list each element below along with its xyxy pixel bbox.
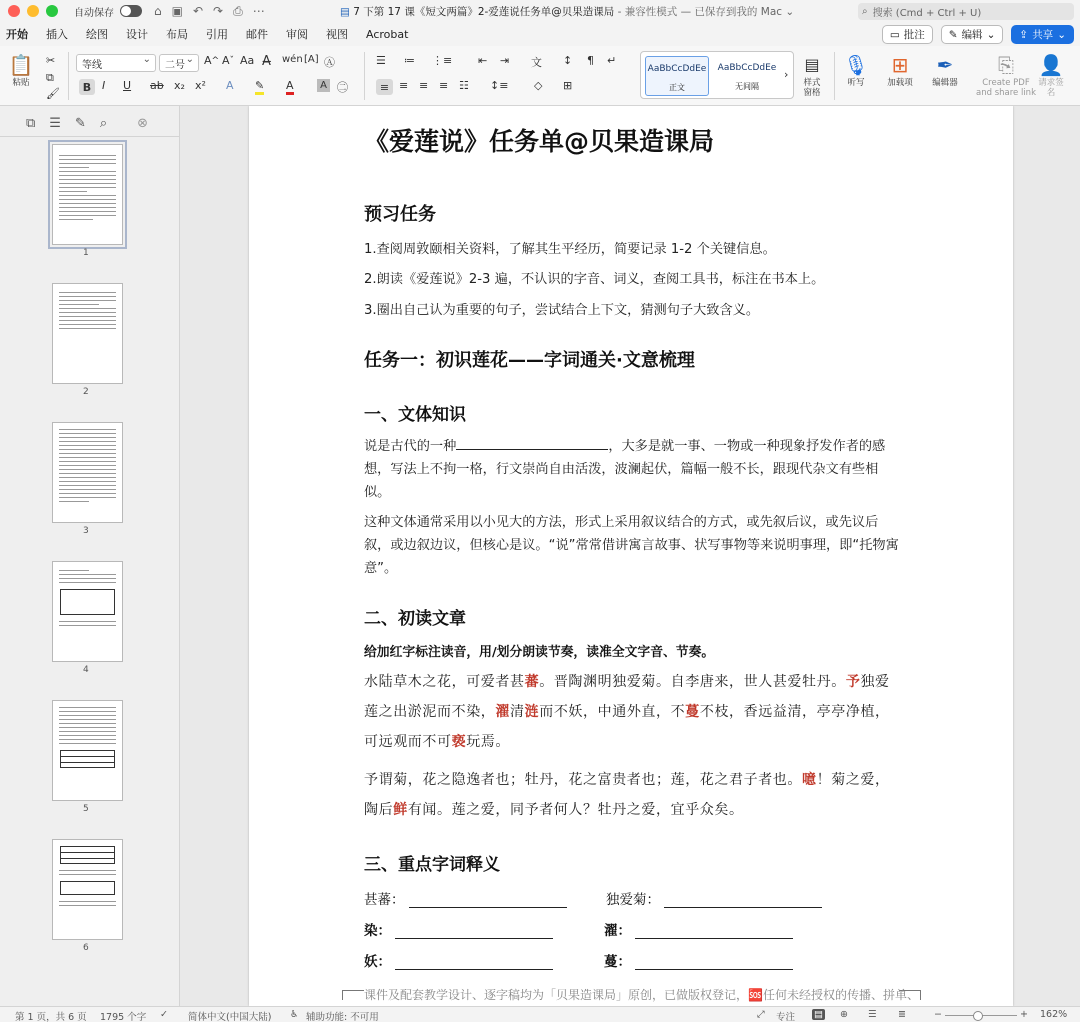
phonetic-guide-icon[interactable]: wén bbox=[282, 54, 303, 65]
vocab-item bbox=[604, 919, 793, 939]
paragraph-spacing-icon[interactable]: ↕≡ bbox=[490, 79, 509, 92]
signature-icon: 👤 bbox=[1038, 53, 1064, 77]
page-corner-mark bbox=[342, 990, 364, 1000]
font-size-select[interactable] bbox=[159, 54, 199, 72]
align-left-button[interactable]: ≡ bbox=[376, 79, 393, 95]
print-icon[interactable]: ⎙ bbox=[233, 3, 243, 18]
document-name: 7 下第 17 课《短文两篇》2-爱莲说任务单@贝果造课局 bbox=[353, 6, 615, 18]
preview-item: 2.朗读《爱莲说》2-3 遍，不认识的字音、词义，查阅工具书，标注在书本上。 bbox=[364, 272, 825, 287]
highlight-icon[interactable]: ✎ bbox=[255, 79, 264, 95]
addins-label: 加载项 bbox=[887, 78, 913, 88]
ribbon-tabs bbox=[0, 22, 1080, 46]
font-name-select[interactable] bbox=[76, 54, 156, 72]
print-layout-icon[interactable]: ▤ bbox=[814, 1009, 823, 1020]
page-thumbnail[interactable] bbox=[52, 422, 123, 523]
editor-label: 编辑器 bbox=[932, 78, 958, 88]
page-number: 4 bbox=[83, 665, 89, 675]
autosave-label: 自动保存 bbox=[74, 7, 114, 19]
classical-text-run: 清 bbox=[510, 704, 525, 720]
italic-button[interactable]: I bbox=[102, 79, 106, 92]
classical-text-run: 水陆草木之花，可爱者甚 bbox=[364, 674, 525, 690]
accessibility-icon: ♿ bbox=[290, 1009, 299, 1020]
annotated-red-character: 鲜 bbox=[393, 802, 408, 818]
tab-mailings[interactable]: 邮件 bbox=[246, 28, 268, 41]
classical-text-run: 玩焉。 bbox=[466, 734, 511, 750]
title-bar bbox=[0, 0, 1080, 22]
minimize-window-button[interactable] bbox=[27, 5, 39, 17]
copyright-footer: 课件及配套教学设计、逐字稿均为「贝果造课局」原创，已做版权登记，🆘任何未经授权的传播、拼单、 bbox=[364, 988, 919, 1002]
cut-icon[interactable]: ✂ bbox=[46, 54, 56, 67]
tab-view[interactable]: 视图 bbox=[326, 28, 348, 41]
line-spacing-icon[interactable]: ↵ bbox=[607, 54, 617, 67]
chevron-down-icon: ⌄ bbox=[1057, 28, 1066, 41]
search-icon: ⌕ bbox=[862, 6, 868, 17]
answer-line[interactable] bbox=[409, 894, 567, 908]
autosave-toggle[interactable] bbox=[120, 5, 142, 17]
clipboard-icon: 📋 bbox=[8, 53, 34, 77]
page-number: 3 bbox=[83, 526, 89, 536]
style-sample: AaBbCcDdEe bbox=[717, 63, 777, 73]
styles-pane-button[interactable] bbox=[790, 52, 834, 98]
fill-blank-line[interactable] bbox=[456, 436, 608, 450]
addins-button[interactable] bbox=[878, 52, 922, 88]
vocab-label: 染： bbox=[364, 923, 391, 939]
window-controls bbox=[8, 5, 58, 17]
enclosed-char-icon[interactable]: ㊁ bbox=[337, 81, 348, 94]
style-normal[interactable] bbox=[645, 56, 709, 96]
document-title-heading: 《爱莲说》任务单@贝果造课局 bbox=[364, 127, 715, 156]
vocab-item bbox=[604, 950, 793, 970]
dictate-button[interactable] bbox=[834, 52, 878, 88]
align-right-button[interactable]: ≡ bbox=[419, 79, 429, 92]
classical-text-run: 而不妖，中通外直，不 bbox=[539, 704, 686, 720]
vocab-label: 甚蕃： bbox=[364, 892, 405, 908]
tab-references[interactable]: 引用 bbox=[206, 28, 228, 41]
thumbnails-icon[interactable]: ⧉ bbox=[26, 115, 36, 131]
underline-button[interactable]: U bbox=[123, 79, 132, 92]
vocab-label: 独爱菊： bbox=[606, 892, 660, 908]
bookmark-icon[interactable]: ✎ bbox=[74, 115, 86, 131]
style-name: 无间隔 bbox=[735, 82, 759, 91]
strikethrough-button[interactable]: ab bbox=[150, 79, 164, 92]
chinese-layout-icon[interactable]: 文 bbox=[531, 56, 542, 69]
copy-icon[interactable]: ⧉ bbox=[46, 71, 54, 84]
show-marks-icon[interactable]: ¶ bbox=[587, 54, 594, 67]
comment-icon: ▭ bbox=[889, 28, 900, 41]
bullets-icon[interactable]: ☰ bbox=[376, 54, 386, 67]
justify-button[interactable]: ≡ bbox=[439, 79, 449, 92]
annotated-red-character: 蕃 bbox=[524, 674, 540, 690]
classical-text-paragraph-2 bbox=[364, 765, 904, 825]
zoom-out-icon[interactable]: − bbox=[934, 1009, 942, 1020]
shading-icon[interactable]: ◇ bbox=[534, 79, 543, 92]
tab-insert[interactable]: 插入 bbox=[46, 28, 68, 41]
style-sample: AaBbCcDdEe bbox=[647, 64, 707, 74]
genre-text-start: 说是古代的一种 bbox=[364, 439, 457, 454]
style-name: 正文 bbox=[669, 83, 685, 92]
tab-review[interactable]: 审阅 bbox=[286, 28, 308, 41]
editing-button[interactable] bbox=[941, 25, 1004, 44]
page-thumbnail[interactable] bbox=[52, 561, 123, 662]
genre-paragraph-2: 这种文体通常采用以小见大的方法，形式上采用叙议结合的方式，或先叙后议，或先议后叙，或边叙边议，但核心是议。“说”常常借讲寓言故事、状写事物等来说明事理，即“托物寓意”。 bbox=[364, 515, 899, 576]
close-window-button[interactable] bbox=[8, 5, 20, 17]
word-count[interactable]: 1795 个字 bbox=[100, 1012, 147, 1022]
vocab-item bbox=[364, 950, 553, 970]
text-effects-icon[interactable]: A bbox=[226, 79, 234, 92]
outline-view-icon[interactable]: ☰ bbox=[868, 1009, 877, 1020]
preview-item: 1.查阅周敦颐相关资料，了解其生平经历，简要记录 1-2 个关键信息。 bbox=[364, 242, 776, 257]
home-icon[interactable]: ⌂ bbox=[154, 3, 162, 18]
answer-line[interactable] bbox=[395, 956, 553, 970]
task1-heading: 任务一：初识莲花——字词通关·文意梳理 bbox=[364, 350, 695, 371]
preview-heading: 预习任务 bbox=[364, 204, 436, 225]
annotated-red-character: 蔓 bbox=[685, 704, 700, 720]
undo-icon[interactable]: ↶ bbox=[192, 3, 204, 18]
annotated-red-character: 涟 bbox=[524, 704, 540, 720]
subscript-button[interactable]: x₂ bbox=[174, 79, 185, 92]
navigation-pane bbox=[0, 106, 180, 1006]
page-number: 2 bbox=[83, 387, 89, 397]
document-status: - 兼容性模式 — 已保存到我的 Mac ⌄ bbox=[614, 6, 795, 18]
character-border-icon[interactable]: [A] bbox=[304, 54, 319, 65]
word-doc-icon: ▤ bbox=[340, 6, 350, 18]
font-name-value: 等线 bbox=[82, 59, 102, 71]
align-center-button[interactable]: ≡ bbox=[399, 79, 409, 92]
font-size-value: 二号 bbox=[165, 59, 185, 71]
focus-icon[interactable]: ⤢ bbox=[757, 1009, 765, 1020]
multilevel-list-icon[interactable]: ⋮≡ bbox=[432, 54, 453, 67]
preview-item: 3.圈出自己认为重要的句子，尝试结合上下文，猜测句子大致含义。 bbox=[364, 303, 760, 318]
tab-home[interactable]: 开始 bbox=[6, 23, 28, 45]
editor-button[interactable] bbox=[923, 52, 967, 88]
classical-text-run: ！菊之爱，陶后 bbox=[364, 772, 890, 818]
annotated-red-character: 濯 bbox=[495, 704, 511, 720]
tab-design[interactable]: 设计 bbox=[126, 28, 148, 41]
answer-line[interactable] bbox=[395, 925, 553, 939]
paste-label: 粘贴 bbox=[12, 78, 30, 88]
comments-label: 批注 bbox=[903, 29, 925, 41]
request-sign-button[interactable] bbox=[1036, 52, 1066, 98]
customize-icon[interactable]: ⋯ bbox=[252, 3, 265, 18]
vocab-item bbox=[364, 919, 553, 939]
tab-acrobat[interactable]: Acrobat bbox=[366, 27, 409, 41]
classical-text-run: 有闻。莲之爱，同予者何人？牡丹之爱，宜乎众矣。 bbox=[407, 802, 744, 818]
paste-button[interactable] bbox=[0, 52, 42, 88]
change-case-icon[interactable]: Aa bbox=[240, 54, 255, 67]
search-icon[interactable]: ⌕ bbox=[99, 115, 108, 131]
zoom-level[interactable]: 162% bbox=[1040, 1009, 1068, 1020]
create-pdf-label: Create PDF and share link bbox=[976, 78, 1036, 98]
vocab-item bbox=[364, 888, 567, 908]
styles-pane-icon: ▤ bbox=[804, 55, 820, 74]
status-bar bbox=[0, 1006, 1080, 1022]
share-button[interactable] bbox=[1011, 25, 1074, 44]
zoom-slider[interactable] bbox=[945, 1015, 1017, 1016]
zoom-window-button[interactable] bbox=[46, 5, 58, 17]
web-layout-icon[interactable]: ⊕ bbox=[840, 1009, 848, 1020]
search-box[interactable] bbox=[858, 3, 1074, 20]
section3-heading: 三、重点字词释义 bbox=[364, 855, 500, 875]
section1-heading: 一、文体知识 bbox=[364, 405, 466, 425]
document-title bbox=[340, 4, 794, 19]
pdf-icon: ⎘ bbox=[998, 53, 1014, 77]
vocab-label: 妖： bbox=[364, 954, 391, 970]
draft-view-icon[interactable]: ≣ bbox=[898, 1009, 906, 1020]
answer-line[interactable] bbox=[664, 894, 822, 908]
chevron-down-icon: ⌄ bbox=[986, 28, 996, 41]
page-thumbnail[interactable] bbox=[52, 283, 123, 384]
dictate-label: 听写 bbox=[847, 78, 865, 88]
share-icon: ⇪ bbox=[1019, 28, 1029, 41]
bold-button[interactable]: B bbox=[79, 79, 95, 95]
borders-icon[interactable]: ⊞ bbox=[563, 79, 573, 92]
annotated-red-character: 亵 bbox=[451, 734, 467, 750]
page-count[interactable]: 第 1 页，共 6 页 bbox=[15, 1012, 87, 1022]
classical-text-run: 独爱莲之出淤泥而不染， bbox=[364, 674, 890, 720]
vocab-item bbox=[606, 888, 822, 908]
page-number: 5 bbox=[83, 804, 89, 814]
classical-text-run: 予谓菊，花之隐逸者也；牡丹，花之富贵者也；莲，花之君子者也。 bbox=[364, 772, 802, 788]
superscript-button[interactable]: x² bbox=[195, 79, 206, 92]
chevron-right-icon[interactable]: › bbox=[784, 68, 789, 81]
page-thumbnail[interactable] bbox=[52, 839, 123, 940]
classical-text-paragraph-1 bbox=[364, 667, 904, 757]
vocab-label: 濯： bbox=[604, 923, 631, 939]
editor-icon: ✒ bbox=[936, 53, 954, 77]
page-number: 6 bbox=[83, 943, 89, 953]
answer-line[interactable] bbox=[635, 925, 793, 939]
styles-pane-label: 样式 窗格 bbox=[803, 78, 821, 98]
save-icon[interactable]: ▣ bbox=[171, 3, 183, 18]
addins-icon: ⊞ bbox=[891, 53, 909, 77]
search-placeholder: 搜索 (Cmd + Ctrl + U) bbox=[872, 8, 982, 19]
answer-line[interactable] bbox=[635, 956, 793, 970]
annotated-red-character: 予 bbox=[845, 674, 861, 690]
numbering-icon[interactable]: ≔ bbox=[404, 54, 415, 67]
distributed-button[interactable]: ☷ bbox=[459, 79, 469, 92]
page-thumbnail[interactable] bbox=[52, 144, 123, 245]
editing-label: 编辑 bbox=[961, 29, 983, 41]
language[interactable]: 简体中文(中国大陆) bbox=[188, 1012, 272, 1022]
sort-icon[interactable]: ↕ bbox=[563, 54, 573, 67]
share-label: 共享 bbox=[1032, 29, 1054, 41]
increase-indent-icon[interactable]: ⇥ bbox=[500, 54, 510, 67]
ribbon bbox=[0, 46, 1080, 106]
microphone-icon: 🎙 bbox=[843, 53, 869, 77]
accessibility-status[interactable]: 辅助功能: 不可用 bbox=[306, 1012, 379, 1022]
page-thumbnail[interactable] bbox=[52, 700, 123, 801]
grow-font-icon[interactable]: A ^ bbox=[204, 54, 220, 67]
classical-text-run: 。晋陶渊明独爱菊。自李唐来，世人甚爱牡丹。 bbox=[539, 674, 846, 690]
navigation-toolbar bbox=[26, 112, 180, 134]
enclose-char-icon[interactable]: Ⓐ bbox=[324, 56, 335, 69]
proofing-icon[interactable]: ✓ bbox=[160, 1009, 168, 1020]
vocab-label: 蔓： bbox=[604, 954, 631, 970]
annotated-red-character: 噫 bbox=[802, 772, 817, 788]
pencil-icon: ✎ bbox=[948, 28, 958, 41]
style-no-spacing[interactable] bbox=[715, 56, 779, 96]
shrink-font-icon[interactable]: A ˇ bbox=[222, 54, 235, 67]
request-sign-label: 请求签名 bbox=[1038, 78, 1064, 98]
quick-access-toolbar bbox=[154, 4, 265, 19]
create-pdf-button[interactable] bbox=[976, 52, 1036, 98]
tab-layout[interactable]: 布局 bbox=[166, 28, 188, 41]
document-page[interactable] bbox=[249, 106, 1013, 1006]
tab-draw[interactable]: 绘图 bbox=[86, 28, 108, 41]
redo-icon[interactable]: ↷ bbox=[213, 3, 224, 18]
format-painter-icon[interactable]: 🖌 bbox=[46, 87, 60, 100]
outline-icon[interactable]: ☰ bbox=[49, 115, 61, 131]
page-number: 1 bbox=[83, 248, 89, 258]
char-shading-icon[interactable]: A bbox=[317, 79, 330, 92]
styles-gallery bbox=[640, 51, 794, 99]
section2-heading: 二、初读文章 bbox=[364, 609, 466, 629]
genre-text-end: ，大多是就一事、一物或一种现象抒发作者的感想，写法上不拘一格，行文崇尚自由活泼，波澜起伏，篇幅一般不长，跟现代杂文有些相似。 bbox=[364, 439, 886, 500]
genre-paragraph bbox=[364, 435, 904, 504]
font-color-icon[interactable]: A bbox=[286, 79, 294, 95]
decrease-indent-icon[interactable]: ⇤ bbox=[478, 54, 488, 67]
focus-label[interactable]: 专注 bbox=[776, 1012, 796, 1022]
reading-instruction: 给加红字标注读音，用/划分朗读节奏，读准全文字音、节奏。 bbox=[364, 645, 715, 660]
clear-format-icon[interactable]: A̶ bbox=[262, 54, 271, 69]
comments-button[interactable] bbox=[882, 25, 933, 44]
classical-text-run: 不枝，香远益清，亭亭净植，可远观而不可 bbox=[364, 704, 890, 750]
zoom-in-icon[interactable]: + bbox=[1020, 1009, 1028, 1020]
document-canvas bbox=[181, 106, 1080, 1006]
close-pane-icon[interactable]: ⊗ bbox=[137, 115, 149, 131]
